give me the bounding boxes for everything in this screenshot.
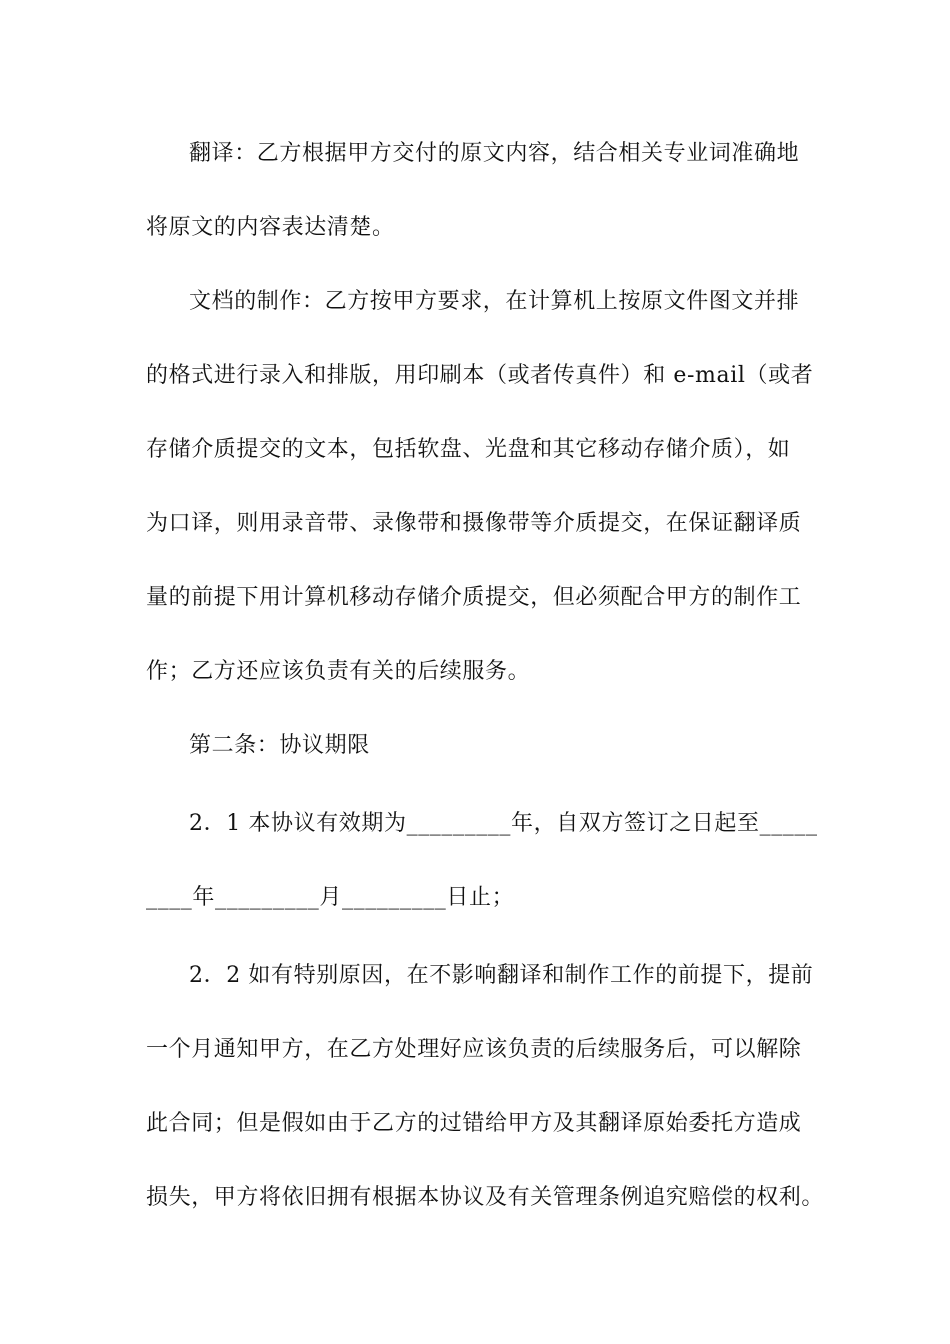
paragraph-document-production-line-2: 的格式进行录入和排版，用印刷本（或者传真件）和 e-mail（或者 [146,363,814,388]
section-heading-article-2: 第二条：协议期限 [189,733,370,758]
clause-2-2-line-1: 2．2 如有特别原因，在不影响翻译和制作工作的前提下，提前 [189,963,814,988]
paragraph-document-production-line-6: 作；乙方还应该负责有关的后续服务。 [146,659,531,684]
clause-2-2-line-2: 一个月通知甲方，在乙方处理好应该负责的后续服务后，可以解除 [146,1037,802,1062]
paragraph-document-production-line-4: 为口译，则用录音带、录像带和摄像带等介质提交，在保证翻译质 [146,511,802,536]
paragraph-translation-line-2: 将原文的内容表达清楚。 [146,215,395,240]
paragraph-document-production-line-1: 文档的制作：乙方按甲方要求，在计算机上按原文件图文并排 [189,289,800,314]
paragraph-document-production-line-3: 存储介质提交的文本，包括软盘、光盘和其它移动存储介质），如 [146,437,791,462]
clause-2-1-line-2: ____年_________月_________日止； [146,885,515,910]
clause-2-2-line-3: 此合同；但是假如由于乙方的过错给甲方及其翻译原始委托方造成 [146,1111,802,1136]
clause-2-1-line-1: 2．1 本协议有效期为_________年，自双方签订之日起至_____ [189,811,818,836]
paragraph-document-production-line-5: 量的前提下用计算机移动存储介质提交，但必须配合甲方的制作工 [146,585,802,610]
clause-2-2-line-4: 损失，甲方将依旧拥有根据本协议及有关管理条例追究赔偿的权利。 [146,1185,825,1210]
paragraph-translation-line-1: 翻译：乙方根据甲方交付的原文内容，结合相关专业词准确地 [189,141,800,166]
